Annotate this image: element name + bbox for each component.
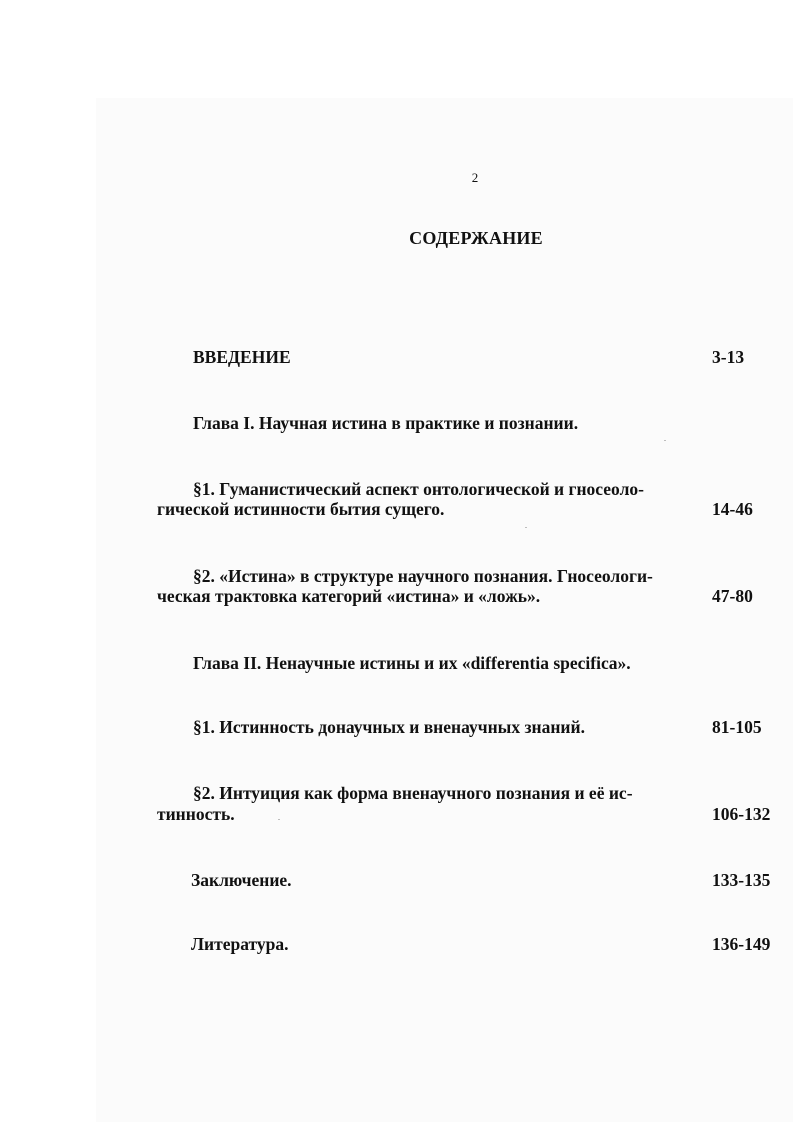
toc-entry-introduction: ВВЕДЕНИЕ	[193, 347, 291, 367]
toc-pages-ch1-sec1: 14-46	[712, 499, 753, 519]
toc-entry-conclusion: Заключение.	[191, 870, 292, 890]
toc-pages-ch2-sec2: 106-132	[712, 804, 771, 824]
toc-pages-introduction: 3-13	[712, 347, 745, 367]
toc-pages-ch1-sec2: 47-80	[712, 586, 753, 606]
scan-speck	[525, 527, 527, 528]
toc-entry-references: Литература.	[191, 934, 289, 954]
toc-pages-conclusion: 133-135	[712, 870, 771, 890]
toc-entry-ch1-sec2-line2: ческая трактовка категорий «истина» и «ложь».	[157, 586, 541, 606]
toc-entry-ch1-sec1-line2: гической истинности бытия сущего.	[157, 499, 445, 519]
toc-pages-ch2-sec1: 81-105	[712, 717, 762, 737]
page-number: 2	[471, 170, 479, 185]
scan-speck	[278, 819, 280, 820]
toc-entry-ch2-sec2-line1: §2. Интуиция как форма вненаучного познания и её ис-	[193, 783, 633, 803]
scan-background	[96, 98, 793, 1122]
toc-entry-ch1-sec2-line1: §2. «Истина» в структуре научного познания. Гносеологи-	[193, 566, 653, 586]
scan-speck	[664, 440, 666, 441]
toc-entry-ch2-sec1: §1. Истинность донаучных и вненаучных знаний.	[193, 717, 585, 737]
toc-chapter-2-heading: Глава II. Ненаучные истины и их «differentia specifica».	[193, 653, 631, 673]
toc-entry-ch2-sec2-line2: тинность.	[157, 804, 235, 824]
contents-title: СОДЕРЖАНИЕ	[409, 228, 543, 248]
toc-entry-ch1-sec1-line1: §1. Гуманистический аспект онтологической и гносеоло-	[193, 479, 644, 499]
toc-chapter-1-heading: Глава I. Научная истина в практике и познании.	[193, 413, 579, 433]
toc-pages-references: 136-149	[712, 934, 771, 954]
